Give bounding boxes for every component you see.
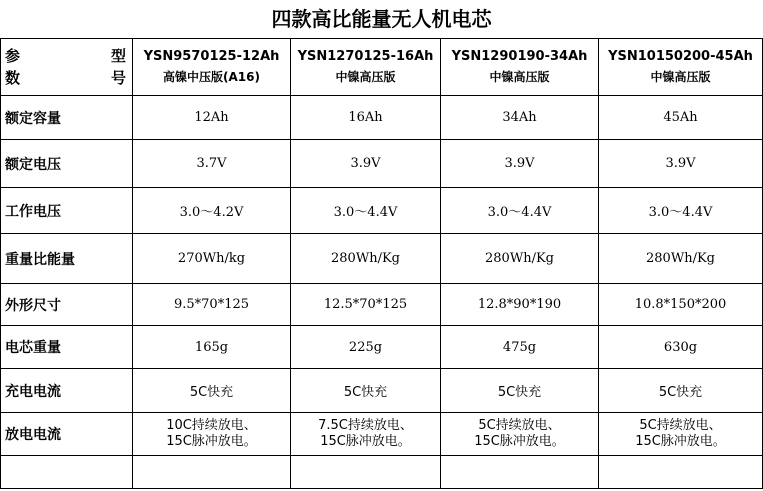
table-cell: 3.0～4.2V (133, 188, 291, 234)
cell-line: 15C脉冲放电。 (635, 434, 726, 449)
table-row (1, 326, 763, 369)
model-name: YSN9570125-12Ah (143, 49, 280, 64)
model-header-cell (133, 39, 291, 96)
page-title: 四款高比能量无人机电芯 (271, 7, 492, 31)
empty-cell (1, 456, 133, 489)
empty-cell (133, 456, 291, 489)
table-cell: 5C快充 (599, 369, 763, 413)
table-row (1, 234, 763, 284)
row-label: 外形尺寸 (1, 284, 133, 326)
model-version: 中镍高压版 (335, 70, 396, 84)
cell-line: 7.5C持续放电、 (318, 418, 413, 433)
empty-cell (599, 456, 763, 489)
cell-line: 5C持续放电、 (478, 418, 561, 433)
row-label: 充电电流 (1, 369, 133, 413)
row-label: 工作电压 (1, 188, 133, 234)
table-cell: 10.8*150*200 (599, 284, 763, 326)
table-cell: 3.9V (291, 140, 441, 188)
model-name: YSN1290190-34Ah (451, 49, 588, 64)
table-cell: 165g (133, 326, 291, 369)
header-row (1, 39, 763, 96)
table-cell: 16Ah (291, 96, 441, 140)
model-header-cell (291, 39, 441, 96)
model-version: 高镍中压版(A16) (163, 70, 260, 84)
corner-label-canshu-1: 参 (5, 47, 21, 65)
row-label: 额定容量 (1, 96, 133, 140)
model-version: 中镍高压版 (489, 70, 550, 84)
table-cell: 5C快充 (291, 369, 441, 413)
table-cell: 34Ah (441, 96, 599, 140)
row-label: 放电电流 (1, 413, 133, 456)
cell-line: 15C脉冲放电。 (474, 434, 565, 449)
table-cell: 9.5*70*125 (133, 284, 291, 326)
table-cell: 475g (441, 326, 599, 369)
spec-table (0, 38, 763, 489)
row-label: 电芯重量 (1, 326, 133, 369)
table-cell: 280Wh/Kg (599, 234, 763, 284)
cell-line: 10C持续放电、 (166, 418, 257, 433)
cell-line: 15C脉冲放电。 (166, 434, 257, 449)
table-cell: 630g (599, 326, 763, 369)
model-version: 中镍高压版 (650, 70, 711, 84)
empty-cell (441, 456, 599, 489)
table-cell: 12Ah (133, 96, 291, 140)
model-header-cell (441, 39, 599, 96)
table-row (1, 284, 763, 326)
table-cell: 3.7V (133, 140, 291, 188)
corner-label-canshu-2: 数 (5, 69, 21, 87)
table-cell (599, 413, 763, 456)
table-cell: 12.5*70*125 (291, 284, 441, 326)
table-cell: 5C快充 (133, 369, 291, 413)
model-name: YSN10150200-45Ah (608, 49, 753, 64)
row-label: 重量比能量 (1, 234, 133, 284)
empty-row (1, 456, 763, 489)
cell-line: 5C持续放电、 (639, 418, 722, 433)
model-header-cell (599, 39, 763, 96)
table-cell: 3.0～4.4V (441, 188, 599, 234)
table-row (1, 188, 763, 234)
table-row (1, 369, 763, 413)
table-cell: 3.0～4.4V (599, 188, 763, 234)
table-cell: 280Wh/Kg (291, 234, 441, 284)
table-cell: 3.0～4.4V (291, 188, 441, 234)
table-cell: 3.9V (599, 140, 763, 188)
table-cell: 12.8*90*190 (441, 284, 599, 326)
cell-line: 15C脉冲放电。 (320, 434, 411, 449)
table-row (1, 413, 763, 456)
table-cell: 5C快充 (441, 369, 599, 413)
table-cell: 270Wh/kg (133, 234, 291, 284)
table-cell: 225g (291, 326, 441, 369)
table-cell: 3.9V (441, 140, 599, 188)
table-cell: 280Wh/Kg (441, 234, 599, 284)
table-cell (291, 413, 441, 456)
table-cell: 45Ah (599, 96, 763, 140)
corner-header-cell (1, 39, 133, 96)
empty-cell (291, 456, 441, 489)
table-cell (133, 413, 291, 456)
table-cell (441, 413, 599, 456)
row-label: 额定电压 (1, 140, 133, 188)
table-row (1, 96, 763, 140)
table-row (1, 140, 763, 188)
corner-label-xinghao-1: 型 (110, 47, 126, 65)
corner-label-xinghao-2: 号 (110, 69, 126, 87)
model-name: YSN1270125-16Ah (297, 49, 434, 64)
